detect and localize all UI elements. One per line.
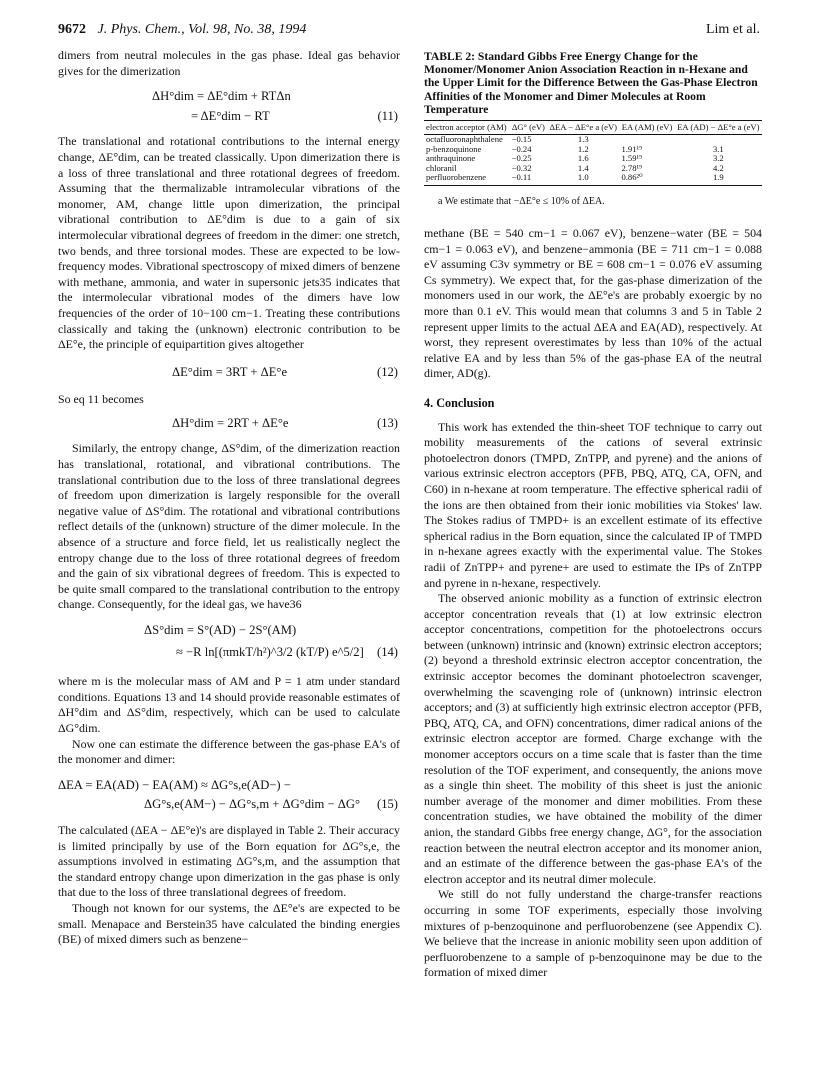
- equation-number: (15): [377, 797, 398, 812]
- table-header-row: [424, 123, 762, 135]
- equation-number: (13): [377, 415, 398, 430]
- paragraph: The calculated (ΔEA − ΔE°e)'s are displayed in Table 2. Their accuracy is limited principally by use of the Born equation for ΔG°s,e, the assumptions involved in estimating ΔG°s,m, and the assumption that the standard entropy change upon dimerization in the gas phase is only that due to the loss of three translational degrees of freedom.: [58, 822, 400, 900]
- paragraph: Now one can estimate the difference between the gas-phase EA's of the monomer and dimer:: [58, 736, 400, 767]
- table-header: ΔEA − ΔE°e a (eV): [547, 123, 619, 135]
- table-row: anthraquinone −0.25 1.6 1.59¹⁹ 3.2: [426, 153, 724, 164]
- paragraph: So eq 11 becomes: [58, 392, 144, 407]
- paragraph: This work has extended the thin-sheet TOF technique to carry out mobility measurements of the cations of several extrinsic photoelectron donors (TMPD, ZnTPP, and pyrene) and the anions of various extrinsic electron acceptors (PFB, PBQ, ATQ, CA, OFN, and C60) in n-hexane at room temperature. The effective spherical radii of the ions are then obtained from their ionic mobilities via Stokes' law. The Stokes radius of TMPD+ is an excellent estimate of its effective spherical radius in the Born equation, since the calculated IP of TMPD in n-hexane agrees exactly with the experimental value. The Stokes radii of ZnTPP+ and pyrene+ are used to estimate the IPs of ZnTPP and pyrene in n-hexane, respectively.: [424, 419, 762, 590]
- equation-number: (12): [377, 364, 398, 379]
- paragraph: We still do not fully understand the charge-transfer reactions occurring in some TOF experiments, especially those involving mixtures of p-benzoquinone and perfluorobenzene (see Appendix C). We believe that the increase in anionic mobility seen upon addition of perfluorobenzene to a sample of p-benzoquinone may be due to the formation of mixed dimer: [424, 887, 762, 980]
- section-heading: 4. Conclusion: [424, 395, 495, 410]
- equation-11: ΔH°dim = ΔE°dim + RTΔn: [152, 89, 291, 104]
- table-row: octafluoronaphthalene −0.15 1.3: [426, 134, 589, 145]
- table-2-title: TABLE 2: Standard Gibbs Free Energy Change for the Monomer/Monomer Anion Association Reaction in n-Hexane and the Upper Limit for the Difference Between the Gas-Phase Electron Affinities of the Monomer and Dimer Molecules at Room Temperature: [424, 50, 758, 116]
- page-number: 9672: [58, 22, 86, 37]
- paragraph: methane (BE = 540 cm−1 = 0.067 eV), benzene−water (BE = 504 cm−1 = 0.063 eV), and benzene−ammonia (BE = 711 cm−1 = 0.088 eV assuming C3v symmetry or BE = 608 cm−1 = 0.076 eV assuming Cs symmetry). We expect that, for the gas-phase dimerization of the monomers used in our work, the ΔE°e's are probably exoergic by no more than 0.1 eV. This would mean that columns 3 and 5 in Table 2 represent upper limits to the actual ΔEA and EA(AD), respectively. At worst, they represent overestimates by less than 10% of the actual relative EA and by less than 5% of the gas-phase EA of the neutral dimer, AD(g).: [424, 226, 762, 381]
- table-row: perfluorobenzene −0.11 1.0 0.86²⁰ 1.9: [424, 173, 762, 186]
- equation-13: ΔH°dim = 2RT + ΔE°e (13): [172, 415, 398, 430]
- equation-14: ΔS°dim = S°(AD) − 2S°(AM): [144, 623, 297, 637]
- equation-number: (11): [377, 108, 398, 123]
- journal-citation: J. Phys. Chem., Vol. 98, No. 38, 1994: [97, 22, 307, 37]
- equation-15: ΔEA = EA(AD) − EA(AM) ≈ ΔG°s,e(AD−) −: [58, 777, 291, 792]
- table-footnote: a We estimate that −ΔE°e ≤ 10% of ΔEA.: [438, 196, 605, 208]
- table-row: p-benzoquinone −0.24 1.2 1.91¹⁹ 3.1: [426, 143, 724, 154]
- equation-12: ΔE°dim = 3RT + ΔE°e (12): [172, 364, 398, 379]
- paragraph: dimers from neutral molecules in the gas phase. Ideal gas behavior gives for the dimerization: [58, 48, 400, 78]
- paragraph: The translational and rotational contributions to the internal energy change, ΔE°dim, can be treated classically. Upon dimerization there is a loss of three translational and three rotational degrees of freedom. Assuming that the thermalizable intramolecular vibrations of the monomer, AM, change little upon dimerization, the principal vibrational contribution to ΔE°dim is due to a gain of six intermolecular vibrational degrees of freedom in the dimer: one stretch, two bends, and three torsional modes. These are expected to be low-frequency modes. Vibrational spectroscopy of mixed dimers of benzene with methane, ammonia, and water in supersonic jets35 indicates that the intermolecular vibrational modes of the dimers have low frequencies of the order of 10−100 cm−1. Treating these contributions classically and taking the (unknown) electronic contribution to be ΔE°e, the principle of equipartition gives altogether: [58, 134, 400, 352]
- paragraph: The observed anionic mobility as a function of extrinsic electron acceptor concentration reveals that (1) at low extrinsic electron acceptor concentrations, competition for the photoelectrons occurs between (unknown) intrinsic and (known) extrinsic electron acceptors; (2) beyond a threshold extrinsic electron acceptor concentration, the extrinsic acceptor becomes the dominant photoelectron scavenger, overwhelming the scavenging role of (unknown) intrinsic electron acceptors; and (3) at sufficiently high extrinsic electron acceptor (PFB, PBQ, ATQ, CA, and OFN) concentrations, dimer radical anions of the extrinsic electron acceptor are formed. Charge exchange with the monomer acceptors occurs on a time scale that is faster than the time resolution of the TOF experiment, and consequently, the anions move as a single thin sheet. The mobility of this sheet is just the anionic number average of the monomer and dimer mobilities. From these concentration studies, we have obtained the mobility of the dimer anion, the standard Gibbs free energy change, ΔG°, for the association reaction between the neutral electron acceptor and its monomer anion, and an estimate of the difference between the gas-phase EA's of the electron acceptor and its neutral dimer molecule.: [424, 591, 762, 886]
- paragraph: Similarly, the entropy change, ΔS°dim, of the dimerization reaction has translational, rotational, and vibrational contributions. The translational contribution due to the loss of three translational degrees of freedom upon dimerization is largely responsible for the overall negative value of ΔS°dim. The rotational and vibrational contributions reflect details of the (unknown) structure of the dimer molecule. In the absence of a structure and force field, let us realistically neglect the entropy change due to the loss of three rotational degrees of freedom and the gain of six vibrational degrees of freedom. This is expected to be quite small compared to the translational contribution to the entropy change. Consequently, for the ideal gas, we have36: [58, 441, 400, 612]
- table-header: EA (AM) (eV): [619, 123, 674, 135]
- table-header: electron acceptor (AM): [424, 123, 510, 135]
- table-header: EA (AD) − ΔE°e a (eV): [675, 123, 762, 135]
- paragraph: Though not known for our systems, the ΔE°e's are expected to be small. Menapace and Berstein35 have calculated the binding energies (BE) of mixed dimers such as benzene−: [58, 900, 400, 947]
- table-row: chloranil −0.32 1.4 2.78¹⁹ 4.2: [426, 162, 724, 173]
- page-header: [58, 22, 760, 40]
- paragraph: where m is the molecular mass of AM and P = 1 atm under standard conditions. Equations 13 and 14 should provide reasonable estimates of ΔH°dim and ΔS°dim, respectively, which can be used to calculate ΔG°dim.: [58, 674, 400, 735]
- equation-number: (14): [377, 644, 398, 659]
- left-column: dimers from neutral molecules in the gas phase. Ideal gas behavior gives for the dimerization ΔH°dim = ΔE°dim + RTΔn = ΔE°dim − RT (11) The translational and rotational contributions to the internal energy change, ΔE°dim, can be treated classically. Upon dimerization there is a loss of three translational and three rotational degrees of freedom. Assuming that the thermalizable intramolecular vibrations of the monomer, AM, change little upon dimerization, the principal vibrational contribution to ΔE°dim is due to a gain of six intermolecular vibrational degrees of freedom in the dimer: one stretch, two bends, and three torsional modes. These are expected to be low-frequency modes. Vibrational spectroscopy of mixed dimers of benzene with methane, ammonia, and water in supersonic jets35 indicates that the intermolecular vibrational modes of the dimers have low frequencies of the order of 10−100 cm−1. Treating these contributions classically and taking the (unknown) electronic contribution to be ΔE°e, the principle of equipartition gives altogether ΔE°dim = 3RT + ΔE°e (12) So eq 11 becomes ΔH°dim = 2RT + ΔE°e (13) Similarly, the entropy change, ΔS°dim, of the dimerization reaction has translational, rotational, and vibrational contributions. The translational contribution due to the loss of three translational degrees of freedom upon dimerization is largely responsible for the overall negative value of ΔS°dim. The rotational and vibrational contributions reflect details of the (unknown) structure of the dimer molecule. In the absence of a structure and force field, let us realistically neglect the entropy change due to the loss of three rotational degrees of freedom and the gain of six vibrational degrees of freedom. This is expected to be quite small compared to the translational contribution to the entropy change. Consequently, for the ideal gas, we have36 ΔS°dim = S°(AD) − 2S°(AM) ≈ −R ln[(πmkT/h²)^3/2 (kT/P) e^5/2] (14) where m is the molecular mass of AM and P = 1 atm under standard conditions. Equations 13 and 14 should provide reasonable estimates of ΔH°dim and ΔS°dim, respectively, which can be used to calculate ΔG°dim. Now one can estimate the difference between the gas-phase EA's of the monomer and dimer: ΔEA = EA(AD) − EA(AM) ≈ ΔG°s,e(AD−) − ΔG°s,e(AM−) − ΔG°s,m + ΔG°dim − ΔG° (15) The calculated (ΔEA − ΔE°e)'s are displayed in Table 2. Their accuracy is limited principally by use of the Born equation for ΔG°s,e, the assumptions involved in estimating ΔG°s,m, and the assumption that the standard entropy change upon dimerization in the gas phase is only that due to the loss of three translational degrees of freedom. Though not known for our systems, the ΔE°e's are expected to be small. Menapace and Berstein35 have calculated the binding energies (BE) of mixed dimers such as benzene−: [58, 48, 400, 947]
- running-authors: Lim et al.: [705, 22, 760, 37]
- table-2: [424, 120, 762, 186]
- right-column: [424, 48, 762, 981]
- table-header: ΔG° (eV): [510, 123, 547, 135]
